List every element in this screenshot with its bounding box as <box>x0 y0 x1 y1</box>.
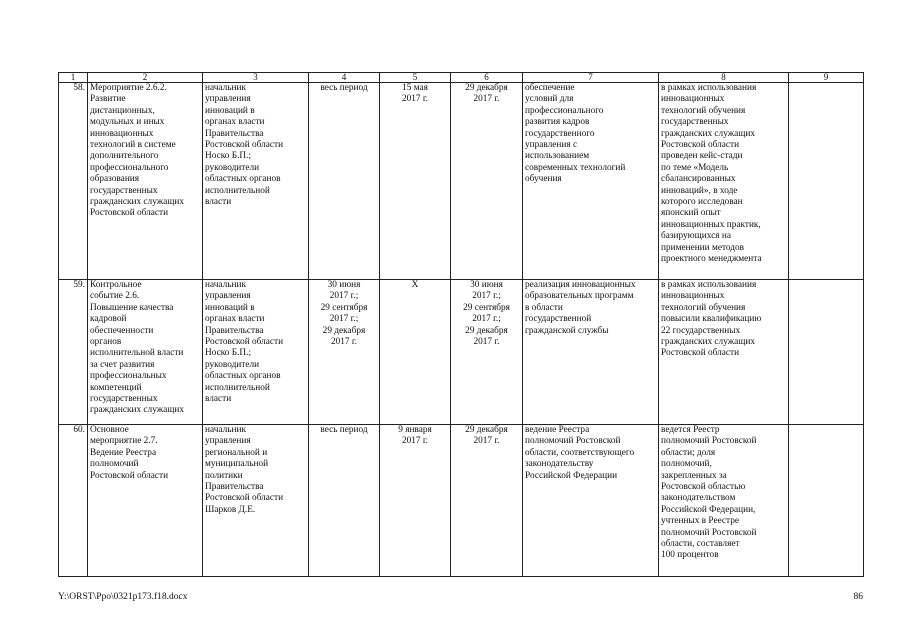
cell-line: образовательных программ <box>525 291 634 302</box>
cell-line: полномочий Ростовской <box>661 527 757 538</box>
cell-line: технологий в системе <box>90 140 176 151</box>
document-file-path: Y:\ORST\Ppo\0321p173.f18.docx <box>58 592 188 602</box>
cell-line: которого исследован <box>661 197 743 208</box>
period-cell <box>309 83 380 280</box>
cell-line: Ростовской области <box>661 140 740 151</box>
cell-line: 2017 г. <box>473 94 500 105</box>
cell-line: управления <box>205 436 251 447</box>
cell-line: за счет развития <box>90 359 155 370</box>
cell-line: области, составляет <box>661 539 740 550</box>
cell-line: Ростовской области <box>90 470 169 481</box>
cell-line: технологий обучения <box>661 105 746 116</box>
cell-line: 2017 г.; <box>472 291 501 302</box>
cell-line: 2017 г. <box>473 337 500 348</box>
cell-line: Развитие <box>90 94 126 105</box>
cell-line: власти <box>205 394 232 405</box>
note-cell <box>789 280 864 425</box>
cell-line: реализация инновационных <box>525 280 636 290</box>
cell-line: власти <box>205 197 232 208</box>
cell-line: государственных <box>661 117 729 128</box>
cell-line: японский опыт <box>661 208 721 219</box>
result-cell <box>523 280 659 425</box>
cell-line: политики <box>205 470 243 481</box>
cell-line: дистанционных, <box>90 105 155 116</box>
cell-line: Российской Федерации <box>525 470 618 481</box>
cell-line: Мероприятие 2.6.2. <box>90 83 167 93</box>
cell-line: профессионального <box>90 162 169 173</box>
cell-line: государственного <box>525 128 595 139</box>
cell-line: профессионального <box>525 105 604 116</box>
cell-line: инновационных <box>661 94 725 105</box>
cell-line: области; доля <box>661 447 716 458</box>
cell-line: полномочий, <box>661 459 712 470</box>
cell-line: 29 декабря <box>465 425 508 435</box>
col-header: 6 <box>451 73 523 83</box>
executor-cell <box>203 83 309 280</box>
cell-line: Правительства <box>205 482 264 493</box>
cell-line: развития кадров <box>525 117 590 128</box>
row-number-cell <box>59 425 88 577</box>
cell-line: начальник <box>205 425 246 435</box>
table-row <box>59 83 864 280</box>
cell-line: весь период <box>320 425 368 435</box>
cell-line: Российской Федерации, <box>661 504 756 515</box>
table-row <box>59 425 864 577</box>
cell-line: 2017 г. <box>473 436 500 447</box>
header-row <box>59 73 864 83</box>
col-header: 2 <box>88 73 203 83</box>
cell-line: 22 государственных <box>661 325 741 336</box>
col-header: 4 <box>309 73 380 83</box>
cell-line: повысили квалификацию <box>661 314 762 325</box>
cell-line: начальник <box>205 83 246 93</box>
cell-line: полномочий Ростовской <box>661 436 757 447</box>
cell-line: инновационных <box>661 291 725 302</box>
executor-cell <box>203 425 309 577</box>
row-number-cell <box>59 83 88 280</box>
cell-line: Ростовской области <box>205 493 284 504</box>
cell-line: законодательству <box>525 459 594 470</box>
end-date-cell <box>451 280 523 425</box>
cell-line: области, соответствующего <box>525 447 635 458</box>
row-number: 60. <box>73 425 85 435</box>
row-number: 59. <box>73 280 85 290</box>
cell-line: управления <box>205 94 251 105</box>
cell-line: 15 мая <box>402 83 428 93</box>
cell-line: 2017 г. <box>401 436 428 447</box>
cell-line: современных технологий <box>525 162 626 173</box>
cell-line: весь период <box>320 83 368 93</box>
cell-line: гражданских служащих <box>661 128 756 139</box>
cell-line: X <box>411 280 419 290</box>
cell-line: Основное <box>90 425 129 435</box>
cell-line: компетенций <box>90 382 142 393</box>
page-number: 86 <box>853 592 863 602</box>
cell-line: исполнительной <box>205 185 270 196</box>
cell-line: исполнительной власти <box>90 348 184 359</box>
cell-line: событие 2.6. <box>90 291 140 302</box>
start-date-cell <box>380 280 451 425</box>
cell-line: обучения <box>525 174 562 185</box>
cell-line: применении методов <box>661 242 745 253</box>
executor-cell <box>203 280 309 425</box>
cell-line: мероприятие 2.7. <box>90 436 158 447</box>
cell-line: инноваций в <box>205 302 255 313</box>
cell-line: Носко Б.П.; <box>205 151 252 162</box>
col-header: 9 <box>789 73 864 83</box>
cell-line: Контрольное <box>90 280 142 290</box>
cell-line: модульных и иных <box>90 117 165 128</box>
cell-line: 29 декабря <box>465 325 508 336</box>
cell-line: 29 сентября <box>463 302 510 313</box>
cell-line: 29 декабря <box>322 325 366 336</box>
cell-line: гражданских служащих <box>661 337 756 348</box>
cell-line: проведен кейс-стади <box>661 151 743 162</box>
cell-line: законодательством <box>661 493 736 504</box>
cell-line: обеспечение <box>525 83 575 93</box>
cell-line: в рамках использования <box>661 83 757 93</box>
cell-line: органах власти <box>205 314 265 325</box>
col-header: 7 <box>523 73 659 83</box>
cell-line: региональной и <box>205 447 268 458</box>
cell-line: использованием <box>525 151 590 162</box>
note-cell <box>789 83 864 280</box>
cell-line: Шарков Д.Е. <box>205 504 256 515</box>
cell-line: обеспеченности <box>90 325 154 336</box>
cell-line: сбалансированных <box>661 174 736 185</box>
cell-line: образования <box>90 174 140 185</box>
period-cell <box>309 280 380 425</box>
end-date-cell <box>451 83 523 280</box>
cell-line: Ростовской областью <box>661 482 746 493</box>
cell-line: муниципальной <box>205 459 269 470</box>
status-cell <box>659 280 789 425</box>
table-row <box>59 280 864 425</box>
cell-line: Повышение качества <box>90 302 174 313</box>
cell-line: руководители <box>205 162 260 173</box>
cell-line: учтенных в Реестре <box>661 516 740 527</box>
cell-line: профессиональных <box>90 371 167 382</box>
cell-line: областных органов <box>205 174 281 185</box>
cell-line: дополнительного <box>90 151 159 162</box>
row-number: 58. <box>73 83 85 93</box>
col-header: 5 <box>380 73 451 83</box>
cell-line: 100 процентов <box>661 550 719 561</box>
cell-line: 2017 г.; <box>472 314 501 325</box>
result-cell <box>523 425 659 577</box>
cell-line: 2017 г. <box>401 94 428 105</box>
cell-line: 2017 г. <box>330 337 357 348</box>
cell-line: 29 сентября <box>320 302 368 313</box>
cell-line: Правительства <box>205 128 264 139</box>
cell-line: 2017 г.; <box>329 314 359 325</box>
cell-line: кадровой <box>90 314 127 325</box>
status-cell <box>659 425 789 577</box>
cell-line: инноваций», в ходе <box>661 185 738 196</box>
status-cell <box>659 83 789 280</box>
cell-line: ведется Реестр <box>661 425 720 435</box>
cell-line: по теме «Модель <box>661 162 729 173</box>
cell-line: руководители <box>205 359 260 370</box>
cell-line: начальник <box>205 280 246 290</box>
start-date-cell <box>380 425 451 577</box>
col-header: 3 <box>203 73 309 83</box>
cell-line: органах власти <box>205 117 265 128</box>
cell-line: инновационных практик, <box>661 219 761 230</box>
cell-line: управления с <box>525 140 578 151</box>
cell-line: областных органов <box>205 371 281 382</box>
cell-line: проектного менеджмента <box>661 254 762 265</box>
cell-line: 30 июня <box>327 280 361 290</box>
cell-line: Ведение Реестра <box>90 447 157 458</box>
cell-line: органов <box>90 337 122 348</box>
cell-line: гражданской службы <box>525 325 609 336</box>
event-cell <box>88 280 203 425</box>
cell-line: Ростовской области <box>661 348 740 359</box>
cell-line: ведение Реестра <box>525 425 590 435</box>
cell-line: Правительства <box>205 325 264 336</box>
cell-line: управления <box>205 291 251 302</box>
result-cell <box>523 83 659 280</box>
cell-line: технологий обучения <box>661 302 746 313</box>
cell-line: 29 декабря <box>465 83 508 93</box>
cell-line: Носко Б.П.; <box>205 348 252 359</box>
note-cell <box>789 425 864 577</box>
cell-line: гражданских служащих <box>90 197 185 208</box>
cell-line: гражданских служащих <box>90 405 185 416</box>
cell-line: Ростовской области <box>90 208 169 219</box>
cell-line: Ростовской области <box>205 140 284 151</box>
event-cell <box>88 83 203 280</box>
cell-line: 30 июня <box>470 280 503 290</box>
period-cell <box>309 425 380 577</box>
cell-line: условий для <box>525 94 574 105</box>
cell-line: в области <box>525 302 563 313</box>
cell-line: инноваций в <box>205 105 255 116</box>
cell-line: базирующихся на <box>661 231 731 242</box>
cell-line: государственной <box>525 314 592 325</box>
cell-line: полномочий <box>90 459 139 470</box>
start-date-cell <box>380 83 451 280</box>
report-table <box>58 72 864 577</box>
col-header: 8 <box>659 73 789 83</box>
col-header: 1 <box>59 73 88 83</box>
cell-line: полномочий Ростовской <box>525 436 621 447</box>
cell-line: государственных <box>90 394 158 405</box>
cell-line: исполнительной <box>205 382 270 393</box>
cell-line: инновационных <box>90 128 154 139</box>
end-date-cell <box>451 425 523 577</box>
cell-line: государственных <box>90 185 158 196</box>
cell-line: закрепленных за <box>661 470 727 481</box>
cell-line: 2017 г.; <box>329 291 359 302</box>
cell-line: Ростовской области <box>205 337 284 348</box>
cell-line: 9 января <box>398 425 432 435</box>
event-cell <box>88 425 203 577</box>
cell-line: в рамках использования <box>661 280 757 290</box>
row-number-cell <box>59 280 88 425</box>
